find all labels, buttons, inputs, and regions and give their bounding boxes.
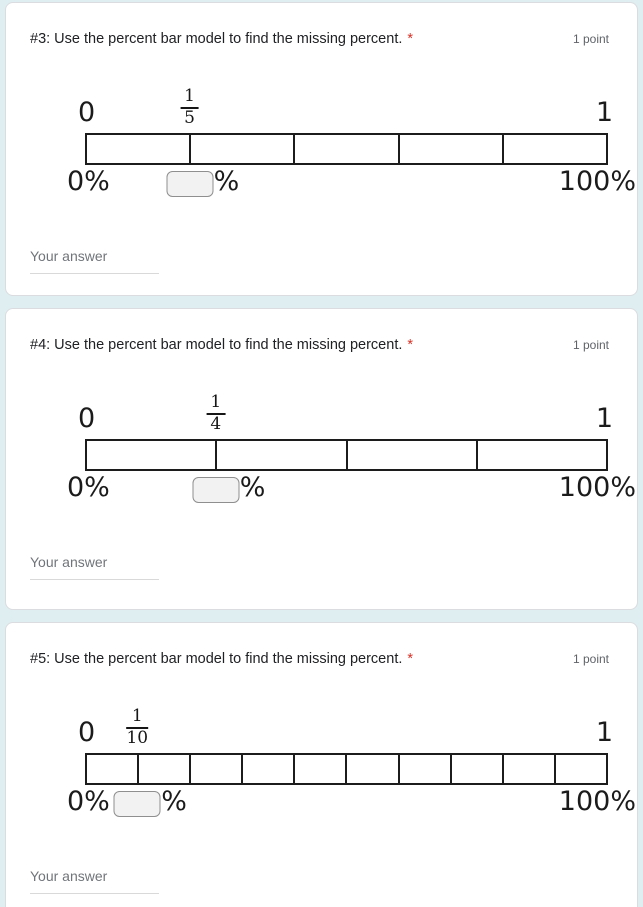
required-asterisk: *: [407, 651, 414, 667]
bar-segment: [478, 441, 606, 469]
fraction-label: [126, 708, 148, 748]
question-title: [30, 335, 413, 355]
percent-bar-model-image: [30, 85, 636, 208]
bar-bottom-label-100pct: 100%: [558, 786, 636, 817]
bar-segment: [295, 135, 399, 163]
your-answer-input[interactable]: [30, 868, 159, 894]
question-title: [30, 649, 413, 669]
bar-segment: [87, 441, 217, 469]
bar-segment: [452, 755, 504, 783]
required-asterisk: *: [407, 337, 414, 353]
bar-top-label-1: 1: [595, 97, 613, 128]
bar-segment: [556, 755, 606, 783]
your-answer-input[interactable]: [30, 554, 159, 580]
bar-top-label-1: 1: [595, 717, 613, 748]
question-title-text: #5: Use the percent bar model to find the missing percent.: [30, 651, 403, 667]
bar-segment: [295, 755, 347, 783]
your-answer-placeholder: Your answer: [30, 554, 108, 570]
bar-segment: [191, 755, 243, 783]
percent-bar-model-image: [30, 705, 636, 828]
fraction-numerator: 1: [180, 88, 199, 109]
bar-bottom-label-0pct: 0%: [67, 472, 110, 503]
bar-segment: [243, 755, 295, 783]
fraction-label: [180, 88, 199, 128]
your-answer-input[interactable]: [30, 248, 159, 274]
your-answer-placeholder: Your answer: [30, 248, 108, 264]
question-card-3: [5, 2, 638, 296]
missing-percent-box: [192, 477, 239, 503]
question-header: [30, 29, 613, 49]
question-title: [30, 29, 413, 49]
bar-segment: [504, 755, 556, 783]
bar-top-label-1: 1: [595, 403, 613, 434]
bar-top-label-0: 0: [78, 717, 96, 748]
bar-segment: [347, 755, 399, 783]
fraction-denominator: 4: [210, 414, 222, 435]
percent-sign: %: [239, 472, 266, 503]
percent-bar: [85, 753, 608, 785]
bar-segment: [400, 135, 504, 163]
question-header: [30, 335, 613, 355]
fraction-label: [206, 394, 225, 434]
bar-segment: [191, 135, 295, 163]
question-header: [30, 649, 613, 669]
fraction-denominator: 5: [184, 108, 196, 129]
missing-percent-box: [114, 791, 161, 817]
percent-sign: %: [213, 166, 240, 197]
percent-bar: [85, 133, 608, 165]
fraction-denominator: 10: [126, 728, 149, 749]
bar-bottom-label-0pct: 0%: [67, 786, 110, 817]
bar-segment: [87, 755, 139, 783]
bar-top-label-0: 0: [78, 97, 96, 128]
question-title-text: #3: Use the percent bar model to find the missing percent.: [30, 31, 403, 47]
bar-bottom-label-100pct: 100%: [558, 166, 636, 197]
fraction-numerator: 1: [206, 394, 225, 415]
bar-segment: [348, 441, 478, 469]
points-label: 1 point: [572, 338, 609, 352]
bar-top-label-0: 0: [78, 403, 96, 434]
bar-segment: [139, 755, 191, 783]
your-answer-placeholder: Your answer: [30, 868, 108, 884]
percent-bar-model-image: [30, 391, 636, 514]
percent-bar: [85, 439, 608, 471]
bar-bottom-label-100pct: 100%: [558, 472, 636, 503]
bar-segment: [504, 135, 606, 163]
fraction-numerator: 1: [126, 708, 148, 729]
bar-segment: [400, 755, 452, 783]
required-asterisk: *: [407, 31, 414, 47]
points-label: 1 point: [572, 652, 609, 666]
question-title-text: #4: Use the percent bar model to find the missing percent.: [30, 337, 403, 353]
question-card-5: [5, 622, 638, 907]
question-card-4: [5, 308, 638, 610]
percent-sign: %: [161, 786, 187, 817]
points-label: 1 point: [572, 32, 609, 46]
bar-segment: [87, 135, 191, 163]
bar-segment: [217, 441, 347, 469]
missing-percent-box: [166, 171, 213, 197]
bar-bottom-label-0pct: 0%: [67, 166, 110, 197]
